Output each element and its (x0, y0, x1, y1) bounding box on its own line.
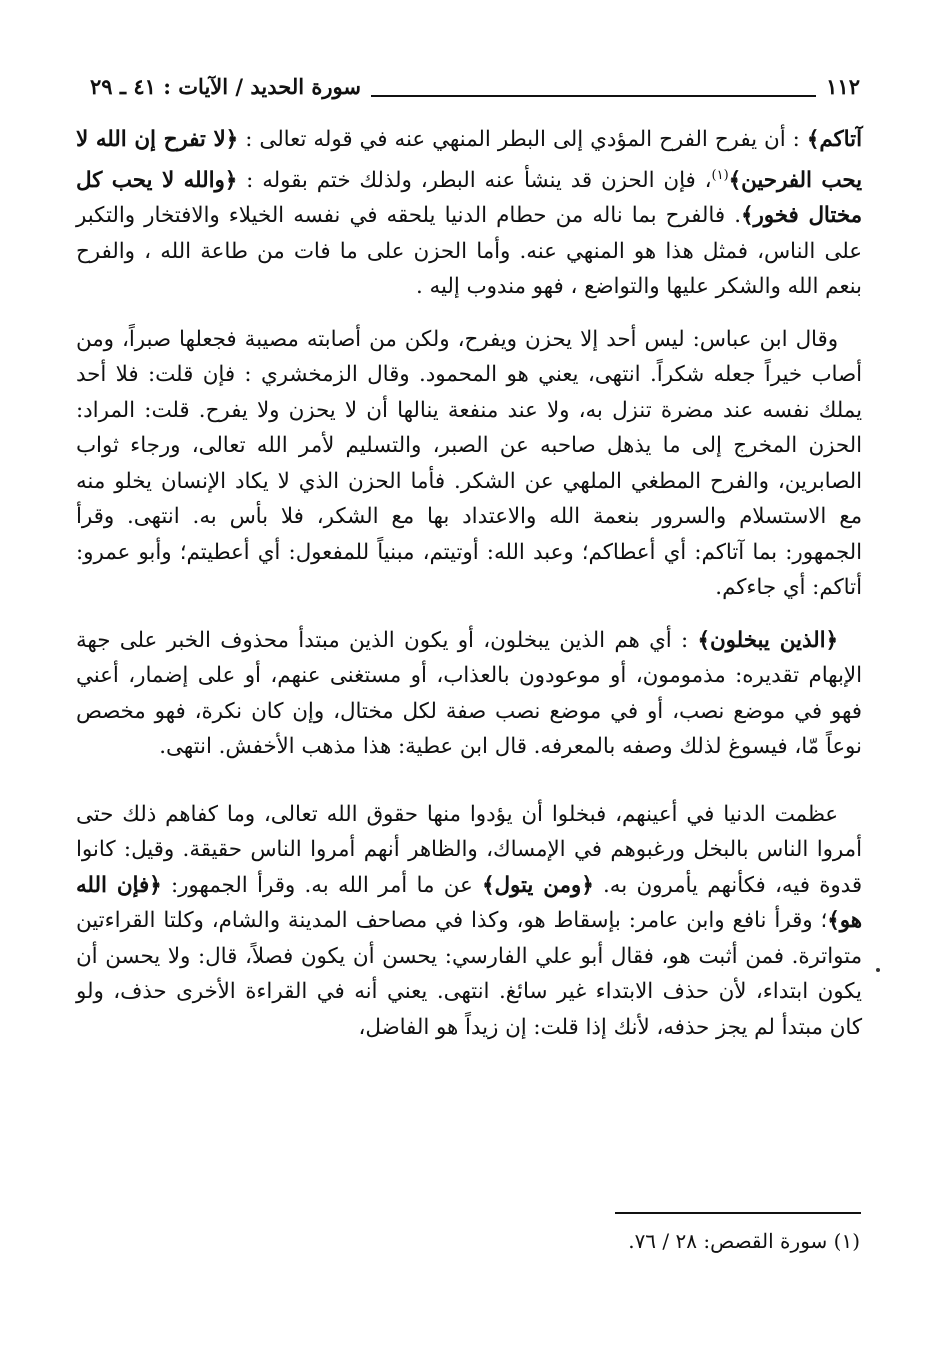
header-rule (371, 75, 816, 97)
quran-quote: ﴿فإن الله هو﴾ (76, 872, 862, 934)
paragraph (76, 797, 862, 1046)
paragraph (76, 623, 862, 765)
quran-quote: ﴿الذين يبخلون﴾ (697, 627, 839, 653)
quran-quote: ﴿والله لا يحب كل مختال فخور﴾ (76, 167, 862, 229)
footnote: (١) سورة القصص: ٢٨ / ٧٦. (628, 1229, 860, 1253)
text-run: وقال ابن عباس: ليس أحد إلا يحزن ويفرح، ولكن من أصابته مصيبة فجعلها صبراً، ومن أصاب خيراً جعله شكراً. انتهى، يعني هو المحمود. وقال الزمخشري : فإن قلت: فلا أحد يملك نفسه عند مضرة تنزل به، ولا عند منفعة ينالها أن لا يحزن ولا يفرح. قلت: المراد: الحزن المخرج إلى ما يذهل صاحبه عن الصبر، والتسليم لأمر الله تعالى، ورجاء ثواب الصابرين، والفرح المطغي الملهي عن الشكر. فأما الحزن الذي لا يكاد الإنسان يخلو منه مع الاستسلام والسرور بنعمة الله والاعتداد بها مع الشكر، فلا بأس به. انتهى. وقرأ الجمهور: بما آتاكم: أي أعطاكم؛ وعبد الله: أوتيتم، مبنياً للمفعول: أي أعطيتم؛ وأبو عمرو: أتاكم: أي جاءكم. (76, 326, 862, 601)
text-run: عظمت الدنيا في أعينهم، فبخلوا أن يؤدوا منها حقوق الله تعالى، وما كفاهم ذلك حتى أمروا الناس بالبخل ورغبوهم في الإمساك، والظاهر أنهم أمروا الناس حقيقة. وقيل: كانوا قدوة فيه، فكأنهم يأمرون به. (76, 801, 863, 898)
quran-quote: آتاكم﴾ (806, 127, 863, 152)
paragraph (76, 122, 862, 305)
text-run: . فالفرح بما ناله من حطام الدنيا يلحقه في نفسه الخيلاء والافتخار والتكبر على الناس، فمثل هذا هو المنهي عنه. وأما الحزن على ما فات من طاعة الله ، والفرح بنعم الله والشكر عليها والتواضع ، فهو مندوب إليه . (76, 203, 862, 300)
text-run: : أي هم الذين يبخلون، أو يكون الذين مبتدأ محذوف الخبر على جهة الإبهام تقديره: مذمومون، أو موعودون بالعذاب، أو مستغنى عنهم، أو على إضمار، أعني فهو في موضع نصب، أو في موضع نصب صفة لكل مختال، وإن كان نكرة، فهو مخصص نوعاً مّا، فيسوغ لذلك وصفه بالمعرفه. قال ابن عطية: هذا مذهب الأخفش. انتهى. (76, 627, 862, 760)
paragraph (76, 322, 862, 606)
text-run: : أن يفرح الفرح المؤدي إلى البطر المنهي عنه في قوله تعالى : (238, 127, 807, 152)
main-text (76, 122, 862, 1045)
page-number: ١١٢ (826, 73, 860, 99)
quran-quote: ﴿لا تفرح إن الله لا يحب الفرحين﴾ (76, 127, 862, 193)
text-run: ؛ وقرأ نافع وابن عامر: بإسقاط هو، وكذا في مصاحف المدينة والشام، وكلتا القراءتين متواترة. فمن أثبت هو، فقال أبو علي الفارسي: يحسن أن يكون فصلاً، قال: ولا يحسن أن يكون ابتداء، لأن حذف الابتداء غير سائغ. انتهى. يعني أنه في القراءة الأخرى حذف، ولو كان مبتدأ لم يجز حذفه، لأنك إذا قلت: إن زيداً هو الفاضل، (76, 908, 862, 1040)
quran-quote: ﴿ومن يتول﴾ (482, 872, 594, 898)
text-run: ، فإن الحزن قد ينشأ عنه البطر، ولذلك ختم بقوله : (237, 167, 712, 193)
margin-mark (876, 968, 880, 972)
running-header (90, 66, 860, 106)
footnote-rule (615, 1212, 861, 1214)
chapter-title: سورة الحديد / الآيات : ٤١ ـ ٢٩ (90, 73, 361, 99)
footnote-marker: (١) (711, 167, 729, 183)
text-run: عن ما أمر الله به. وقرأ الجمهور: (161, 872, 483, 898)
